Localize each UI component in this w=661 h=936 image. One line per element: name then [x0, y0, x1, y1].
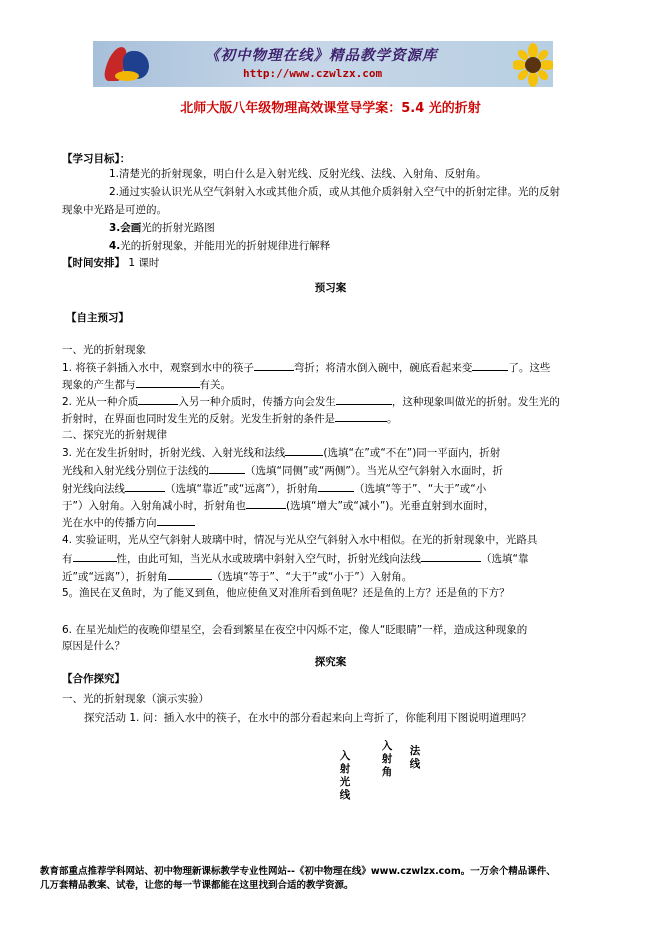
objective-item-text: 光的折射光路图 [141, 222, 215, 234]
answer-blank[interactable] [136, 376, 200, 388]
question-4-line-1: 4. 实验证明，光从空气斜射人玻璃中时，情况与光从空气斜射入水中相似。在光的折射现象中，光路具 [62, 534, 538, 546]
section-heading: 一、光的折射现象（演示实验） [62, 693, 209, 705]
answer-blank[interactable] [209, 462, 245, 474]
question-5: 5。渔民在叉鱼时，为了能叉到鱼，他应使鱼叉对准所看到鱼呢？还是鱼的上方？还是鱼的下方？ [62, 587, 510, 599]
objectives-heading: 【学习目标】： [62, 153, 131, 165]
self-preview-heading: 【自主预习】 [66, 312, 129, 324]
diagram-label-normal: 法 线 [409, 745, 421, 770]
section-heading: 二、探究光的折射规律 [62, 429, 167, 441]
diagram-label-incident-angle: 入 射 角 [381, 740, 393, 778]
question-6-line-2: 原因是什么？ [62, 640, 125, 652]
answer-blank[interactable] [246, 497, 286, 509]
answer-blank[interactable] [285, 444, 323, 456]
section-heading: 一、光的折射现象 [62, 344, 146, 356]
question-3-line-4: 于”）入射角。入射角减小时，折射角也 (选填“增大”或“减小”)。光垂直射到水面时， [62, 497, 494, 514]
answer-blank[interactable] [254, 359, 294, 371]
preview-title: 预习案 [314, 282, 347, 294]
question-1-line-2: 现象的产生都与 有关。 [62, 376, 231, 393]
diagram-label-incident-ray: 入 射 光 线 [339, 750, 351, 801]
objective-item-text: 光的折射现象，并能用光的折射规律进行解释 [120, 240, 331, 252]
question-2-line-1: 2. 光从一种介质 入另一种介质时，传播方向会发生 ，这种现象叫做光的折射。发生光的 [62, 393, 560, 410]
question-3-line-5: 光在水中的传播方向 [62, 514, 195, 531]
objective-item-num: 4. [109, 240, 121, 252]
question-2-line-2: 折射时，在界面也同时发生光的反射。光发生折射的条件是 。 [62, 410, 398, 427]
answer-blank[interactable] [336, 393, 392, 405]
answer-blank[interactable] [138, 393, 178, 405]
header-banner [93, 41, 553, 87]
time-heading: 【时间安排】 [62, 257, 125, 269]
time-value: 1 课时 [128, 257, 160, 269]
question-3-line-2: 光线和入射光线分别位于法线的 （选填“同侧”或“两侧”）。当光从空气斜射入水面时，折 [62, 462, 503, 479]
site-logo-icon-part [115, 71, 139, 81]
footer-line-2: 几万套精品教案、试卷，让您的每一节课都能在这里找到合适的教学资源。 [40, 880, 354, 891]
question-1-line-1: 1. 将筷子斜插入水中，观察到水中的筷子 弯折；将清水倒入碗中，碗底看起来变 了。这些 [62, 359, 550, 376]
answer-blank[interactable] [168, 568, 212, 580]
answer-blank[interactable] [125, 480, 165, 492]
banner-url: http://www.czwlzx.com [243, 67, 383, 80]
answer-blank[interactable] [472, 359, 508, 371]
question-3-line-1: 3. 光在发生折射时，折射光线、入射光线和法线 (选填“在”或“不在”)同一平面内，折射 [62, 444, 500, 461]
question-3-line-3: 射光线向法线 （选填“靠近”或“远离”），折射角 （选填“等于”、“大于”或“小 [62, 480, 486, 497]
objective-item [109, 220, 215, 236]
objective-item: 现象中光路是可逆的。 [62, 204, 167, 216]
answer-blank[interactable] [421, 550, 481, 562]
explore-title: 探究案 [314, 656, 347, 668]
question-4-line-2: 有 性，由此可知，当光从水或玻璃中斜射入空气时，折射光线向法线 （选填“靠 [62, 550, 528, 567]
footer-line-1: 教育部重点推荐学科网站、初中物理新课标教学专业性网站--《初中物理在线》www.czwlzx.com。一万余个精品课件、 [40, 866, 556, 877]
document-title: 北师大版八年级物理高效课堂导学案：5.4 光的折射 [180, 101, 481, 116]
answer-blank[interactable] [335, 410, 387, 422]
objective-item: 1.清楚光的折射现象，明白什么是入射光线、反射光线、法线、入射角、反射角。 [109, 168, 487, 180]
banner-title: 《初中物理在线》精品教学资源库 [205, 48, 438, 64]
time-line [62, 255, 159, 271]
objective-item-num: 3.会画 [109, 222, 142, 234]
objective-item: 2.通过实验认识光从空气斜射入水或其他介质，或从其他介质斜射入空气中的折射定律。光的反射 [109, 186, 561, 198]
sunflower-icon [513, 43, 553, 87]
activity-question: 探究活动 1. 问：插入水中的筷子，在水中的部分看起来向上弯折了，你能利用下图说明道理吗？ [84, 712, 532, 724]
answer-blank[interactable] [318, 480, 354, 492]
cooperation-heading: 【合作探究】 [62, 673, 125, 685]
page-footer [40, 865, 556, 893]
answer-blank[interactable] [73, 550, 117, 562]
question-4-line-3: 近”或“远离”），折射角 （选填“等于”、“大于”或“小于”）入射角。 [62, 568, 412, 585]
answer-blank[interactable] [157, 514, 195, 526]
objective-item [109, 238, 330, 254]
question-6-line-1: 6. 在星光灿烂的夜晚仰望星空，会看到繁星在夜空中闪烁不定，像人“眨眼睛”一样，造成这种现象的 [62, 624, 528, 636]
